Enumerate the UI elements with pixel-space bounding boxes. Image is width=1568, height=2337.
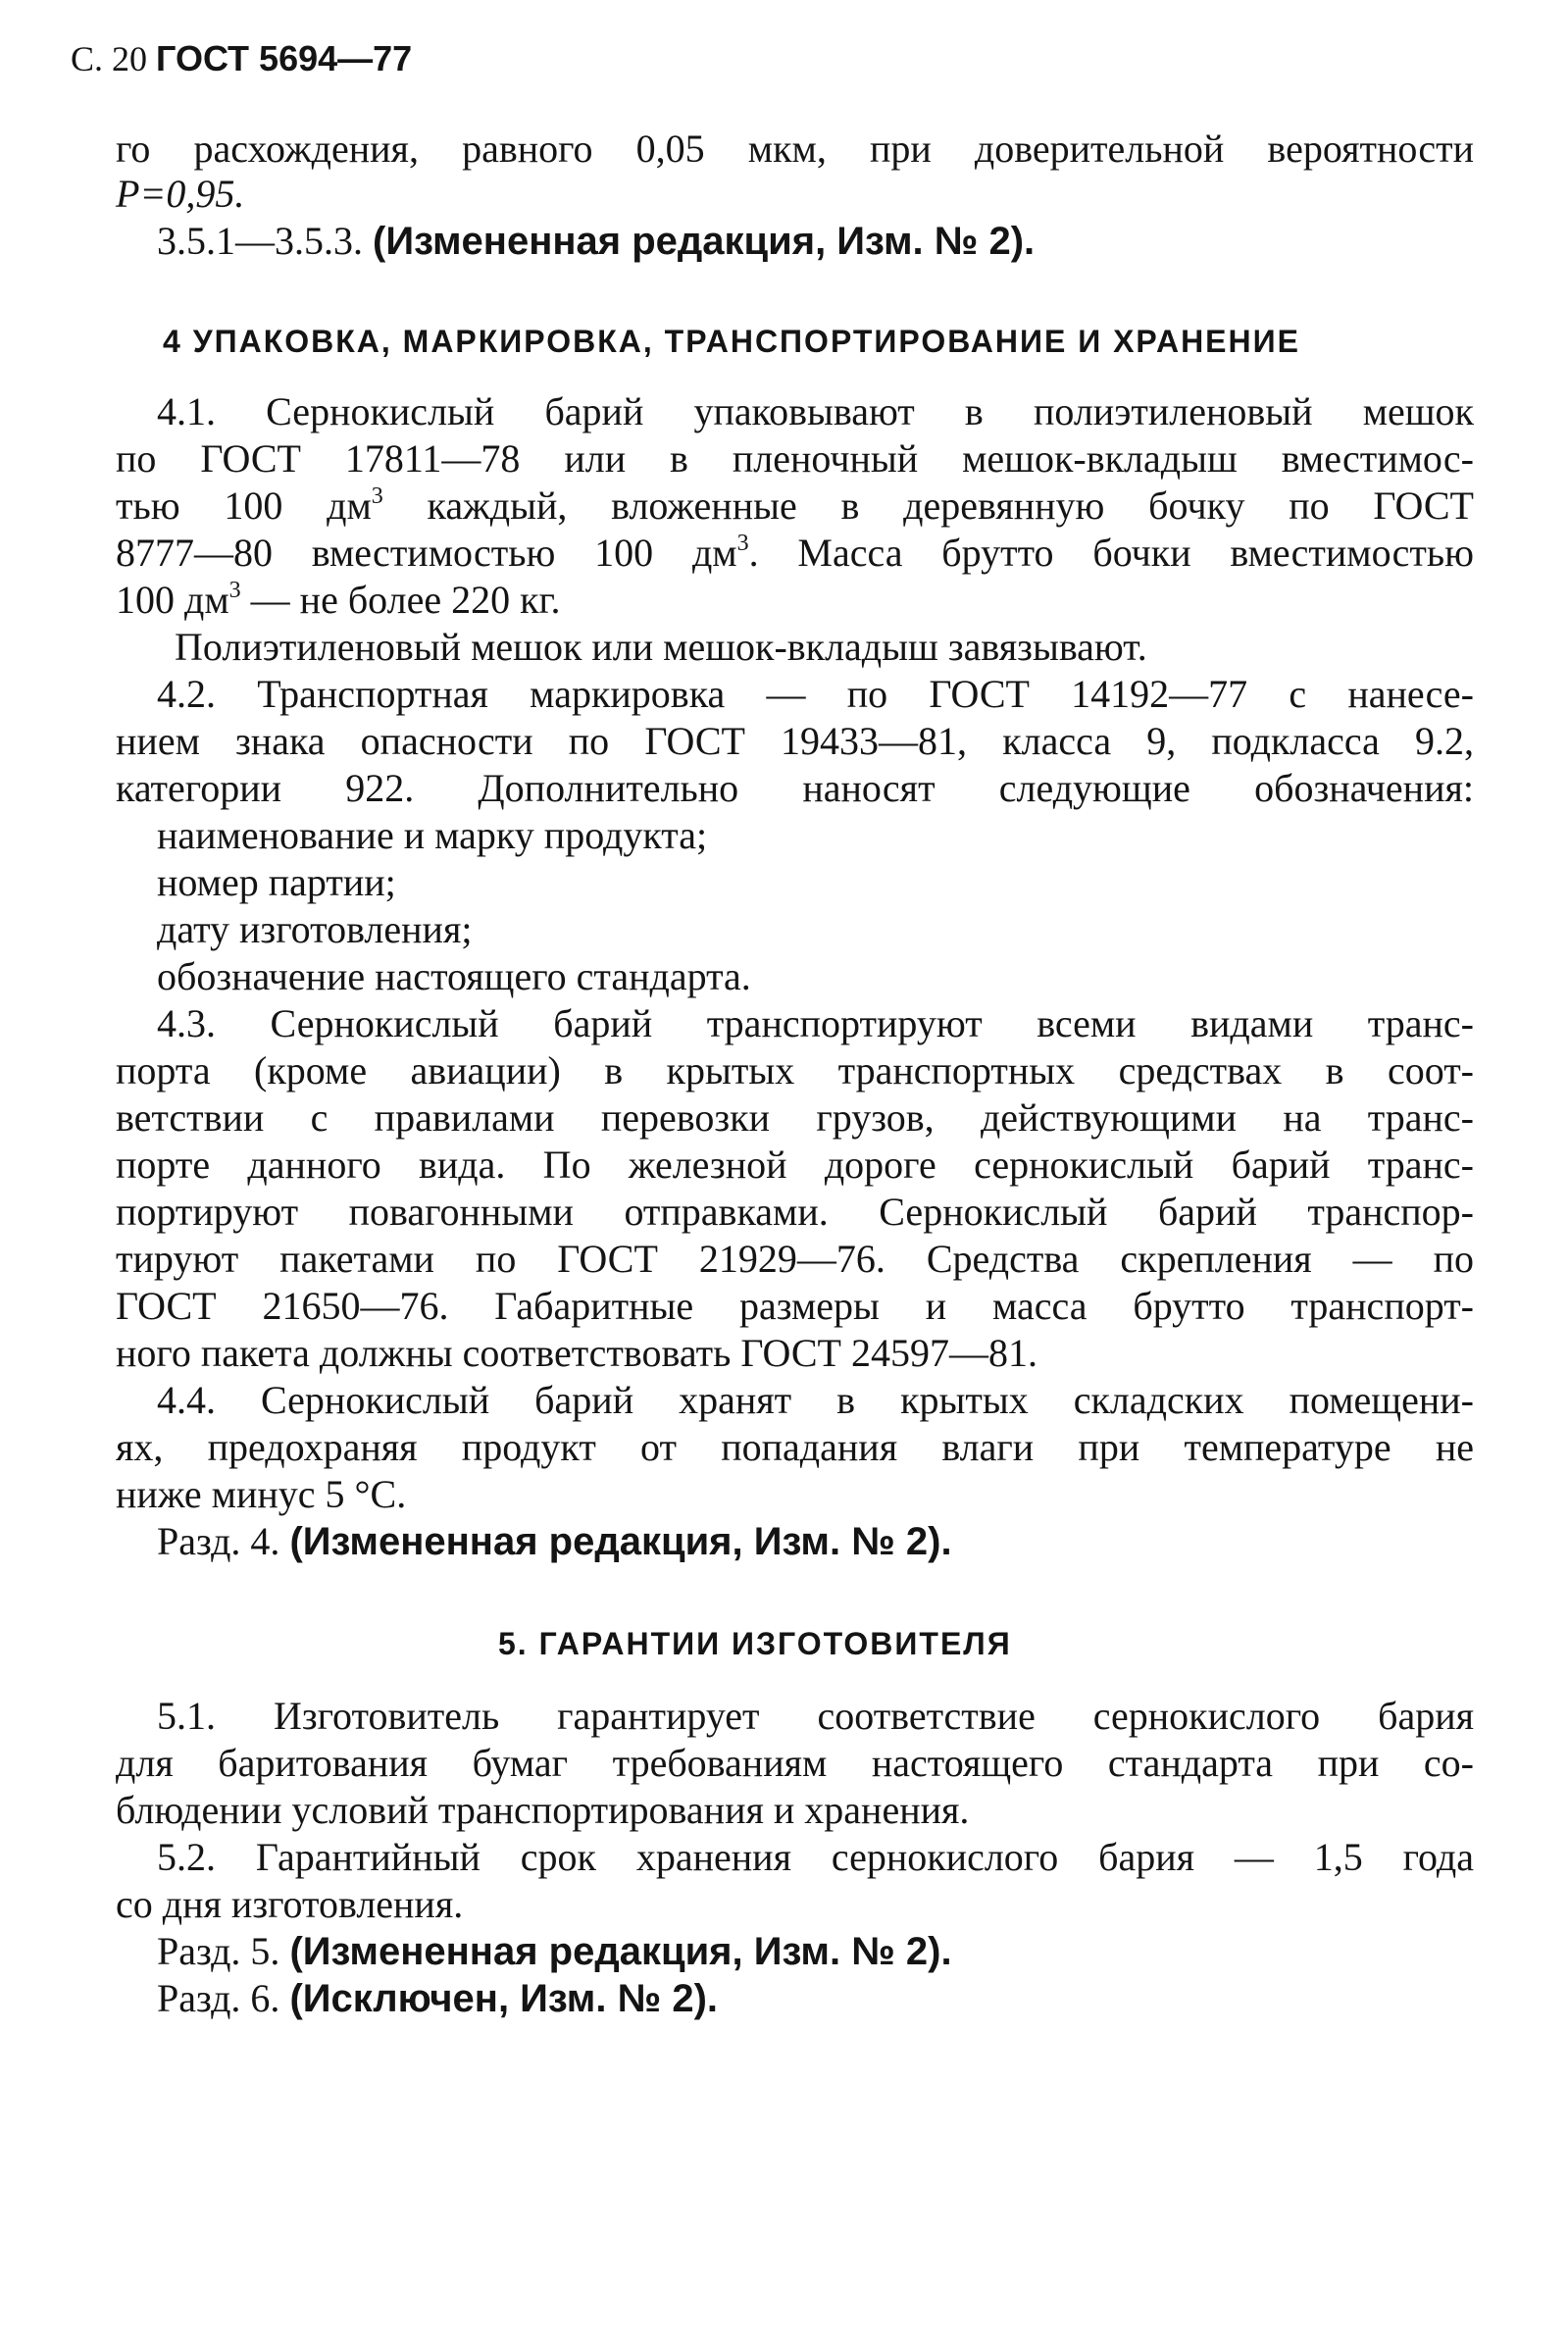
text-line: 4.3. Сернокислый барий транспортируют всеми видами транс-: [157, 1001, 1474, 1045]
amendment-text: (Измененная редакция, Изм. № 2).: [289, 1930, 952, 1973]
text-line: ниже минус 5 °С.: [116, 1472, 407, 1516]
document-number: ГОСТ 5694—77: [156, 38, 413, 78]
text-fragment: — не более 220 кг.: [240, 578, 561, 622]
text-line: нием знака опасности по ГОСТ 19433—81, класса 9, подкласса 9.2,: [116, 719, 1474, 763]
amendment-note: [157, 1928, 952, 1975]
text-line: 4.4. Сернокислый барий хранят в крытых складских помещени-: [157, 1378, 1474, 1422]
section-heading: 4 УПАКОВКА, МАРКИРОВКА, ТРАНСПОРТИРОВАНИЕ И ХРАНЕНИЕ: [163, 324, 1300, 359]
list-item: номер партии;: [157, 860, 396, 904]
amendment-ref: Разд. 5.: [157, 1929, 290, 1973]
text-line: [116, 530, 1474, 577]
text-line: [116, 483, 1474, 530]
amendment-text: (Измененная редакция, Изм. № 2).: [289, 1520, 952, 1563]
amendment-ref: 3.5.1—3.5.3.: [157, 219, 373, 263]
amendment-text: (Измененная редакция, Изм. № 2).: [373, 220, 1036, 263]
text-line: порта (кроме авиации) в крытых транспортных средствах в соот-: [116, 1048, 1474, 1092]
text-fragment: 8777—80 вместимостью 100 дм: [116, 531, 737, 575]
text-line: 4.1. Сернокислый барий упаковывают в полиэтиленовый мешок: [157, 389, 1474, 433]
superscript: 3: [228, 577, 241, 603]
text-line: P=0,95.: [116, 172, 245, 216]
page-header: [71, 35, 412, 82]
amendment-note: [157, 1518, 952, 1565]
text-line: ветствии с правилами перевозки грузов, действующими на транс-: [116, 1095, 1474, 1140]
text-fragment: 100 дм: [116, 578, 229, 622]
text-line: Полиэтиленовый мешок или мешок-вкладыш завязывают.: [175, 625, 1147, 669]
text-line: со дня изготовления.: [116, 1882, 464, 1926]
superscript: 3: [736, 530, 749, 556]
text-line: для баритования бумаг требованиям настоящего стандарта при со-: [116, 1741, 1474, 1785]
text-line: ГОСТ 21650—76. Габаритные размеры и масса брутто транспорт-: [116, 1284, 1474, 1328]
section-heading: 5. ГАРАНТИИ ИЗГОТОВИТЕЛЯ: [498, 1626, 1012, 1661]
text-line: портируют повагонными отправками. Сернокислый барий транспор-: [116, 1190, 1474, 1234]
text-line: порте данного вида. По железной дороге сернокислый барий транс-: [116, 1143, 1474, 1187]
text-line: го расхождения, равного 0,05 мкм, при доверительной вероятности: [116, 127, 1474, 171]
superscript: 3: [371, 483, 383, 509]
text-line: категории 922. Дополнительно наносят следующие обозначения:: [116, 766, 1474, 810]
text-line: ного пакета должны соответствовать ГОСТ 24597—81.: [116, 1331, 1037, 1375]
list-item: обозначение настоящего стандарта.: [157, 954, 751, 998]
text-line: 5.2. Гарантийный срок хранения сернокислого бария — 1,5 года: [157, 1835, 1474, 1879]
text-fragment: . Масса брутто бочки вместимостью: [748, 531, 1474, 575]
amendment-ref: Разд. 6.: [157, 1976, 290, 2020]
list-item: дату изготовления;: [157, 907, 473, 951]
text-line: [116, 577, 560, 624]
text-line: тируют пакетами по ГОСТ 21929—76. Средства скрепления — по: [116, 1237, 1474, 1281]
text-line: по ГОСТ 17811—78 или в пленочный мешок-вкладыш вместимос-: [116, 436, 1474, 481]
text-line: блюдении условий транспортирования и хранения.: [116, 1788, 970, 1832]
page-number: С. 20: [71, 39, 148, 78]
amendment-text: (Исключен, Изм. № 2).: [289, 1977, 718, 2020]
text-line: ях, предохраняя продукт от попадания влаги при температуре не: [116, 1425, 1474, 1469]
amendment-note: [157, 218, 1035, 265]
list-item: наименование и марку продукта;: [157, 813, 708, 857]
text-line: 5.1. Изготовитель гарантирует соответствие сернокислого бария: [157, 1694, 1474, 1738]
text-fragment: тью 100 дм: [116, 483, 372, 528]
text-fragment: каждый, вложенные в деревянную бочку по ГОСТ: [382, 483, 1474, 528]
amendment-note: [157, 1975, 718, 2022]
text-line: 4.2. Транспортная маркировка — по ГОСТ 14192—77 с нанесе-: [157, 672, 1474, 716]
amendment-ref: Разд. 4.: [157, 1519, 290, 1563]
